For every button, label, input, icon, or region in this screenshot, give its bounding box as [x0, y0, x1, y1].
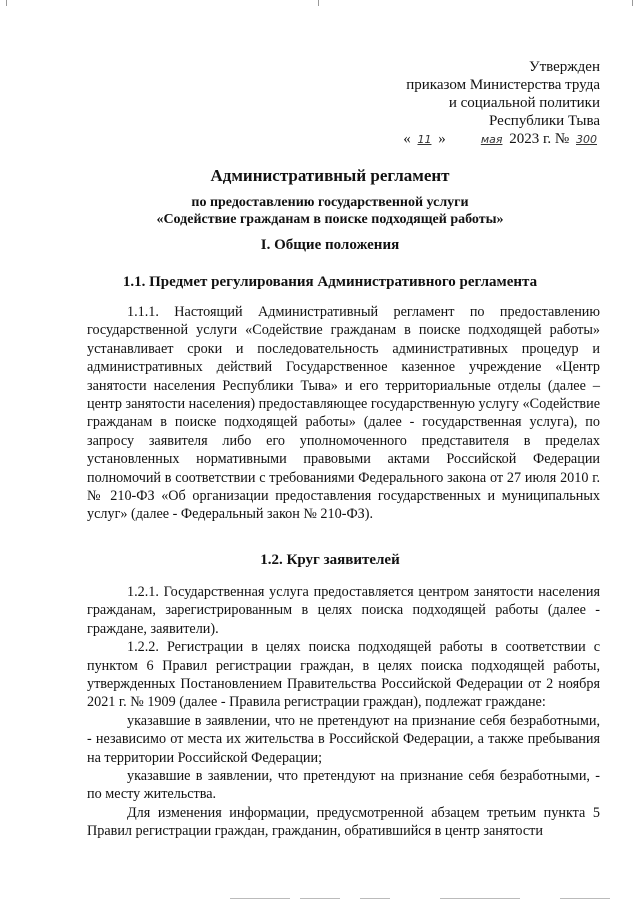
scan-edge-mark [318, 0, 319, 6]
paragraph-block [87, 303, 600, 524]
approval-line: приказом Министерства труда [406, 77, 600, 93]
paragraph: 1.2.1. Государственная услуга предоставляется центром занятости населения гражданам, зарегистрированным в целях поиска подходящей работы (далее - граждане, заявители). [87, 584, 600, 637]
paragraph: указавшие в заявлении, что претендуют на признание себя безработными, - по месту жительства. [87, 768, 600, 803]
scan-edge-mark [6, 0, 7, 6]
scan-footer-mark [440, 898, 520, 899]
subsection-heading: 1.1. Предмет регулирования Административного регламента [122, 274, 538, 290]
approval-block [403, 58, 600, 149]
scan-footer-mark [300, 898, 340, 899]
document-title-block [60, 166, 600, 228]
document-subtitle: по предоставлению государственной услуги [191, 195, 469, 210]
approval-line: Республики Тыва [488, 113, 600, 129]
scan-edge-mark [632, 0, 633, 6]
date-quote-close: » [438, 131, 446, 147]
scan-footer-mark [560, 898, 610, 899]
date-month-handwritten: мая [480, 133, 503, 146]
section-heading: I. Общие положения [260, 237, 400, 253]
paragraph: Для изменения информации, предусмотренной абзацем третьим пункта 5 Правил регистрации граждан, гражданин, обратившийся в центр занятости [87, 804, 600, 840]
approval-date [403, 130, 600, 149]
approval-line: Утвержден [528, 59, 600, 75]
paragraph: 1.2.2. Регистрации в целях поиска подходящей работы в соответствии с пунктом 6 Правил регистрации граждан, в целях поиска подходящей работы, утвержденных Постановлением Правительства Российской Федерации от 2 ноября 2021 г. № 1909 (далее - Правила регистрации граждан), подлежат граждане: [87, 639, 600, 711]
date-year: 2023 г. № [509, 131, 570, 147]
document-subtitle: «Содействие гражданам в поиске подходящей работы» [156, 212, 504, 227]
scan-footer-mark [360, 898, 390, 899]
paragraph: указавшие в заявлении, что не претендуют на признание себя безработными, - независимо от места их жительства в Российской Федерации, а также пребывания на территории Российской Федерации; [87, 712, 600, 766]
paragraph-block [87, 583, 600, 841]
date-day-handwritten: 11 [417, 133, 432, 146]
scan-footer-mark [230, 898, 290, 899]
approval-line: и социальной политики [448, 95, 600, 111]
paragraph: 1.1.1. Настоящий Административный регламент по предоставлению государственной услуги «Содействие гражданам в поиске подходящей работы» устанавливает сроки и последовательность административных процедур и административных действий Государственное казенное учреждение «Центр занятости населения Республики Тыва» и его территориальные отделы (далее – центр занятости населения) предоставляющее государственную услугу «Содействие гражданам в поиске подходящей работы» (далее - государственная услуга), по запросу заявителя либо его уполномоченного представителя в пределах установленных нормативными правовыми актами Российской Федерации полномочий в соответствии с требованиями Федерального закона от 27 июля 2010 г. № 210-ФЗ «Об организации предоставления государственных и муниципальных услуг» (далее - Федеральный закон № 210-ФЗ). [87, 304, 600, 523]
order-number-handwritten: 300 [576, 133, 597, 146]
subsection-heading: 1.2. Круг заявителей [260, 552, 400, 568]
date-quote-open: « [403, 131, 411, 147]
document-title: Административный регламент [210, 166, 450, 185]
